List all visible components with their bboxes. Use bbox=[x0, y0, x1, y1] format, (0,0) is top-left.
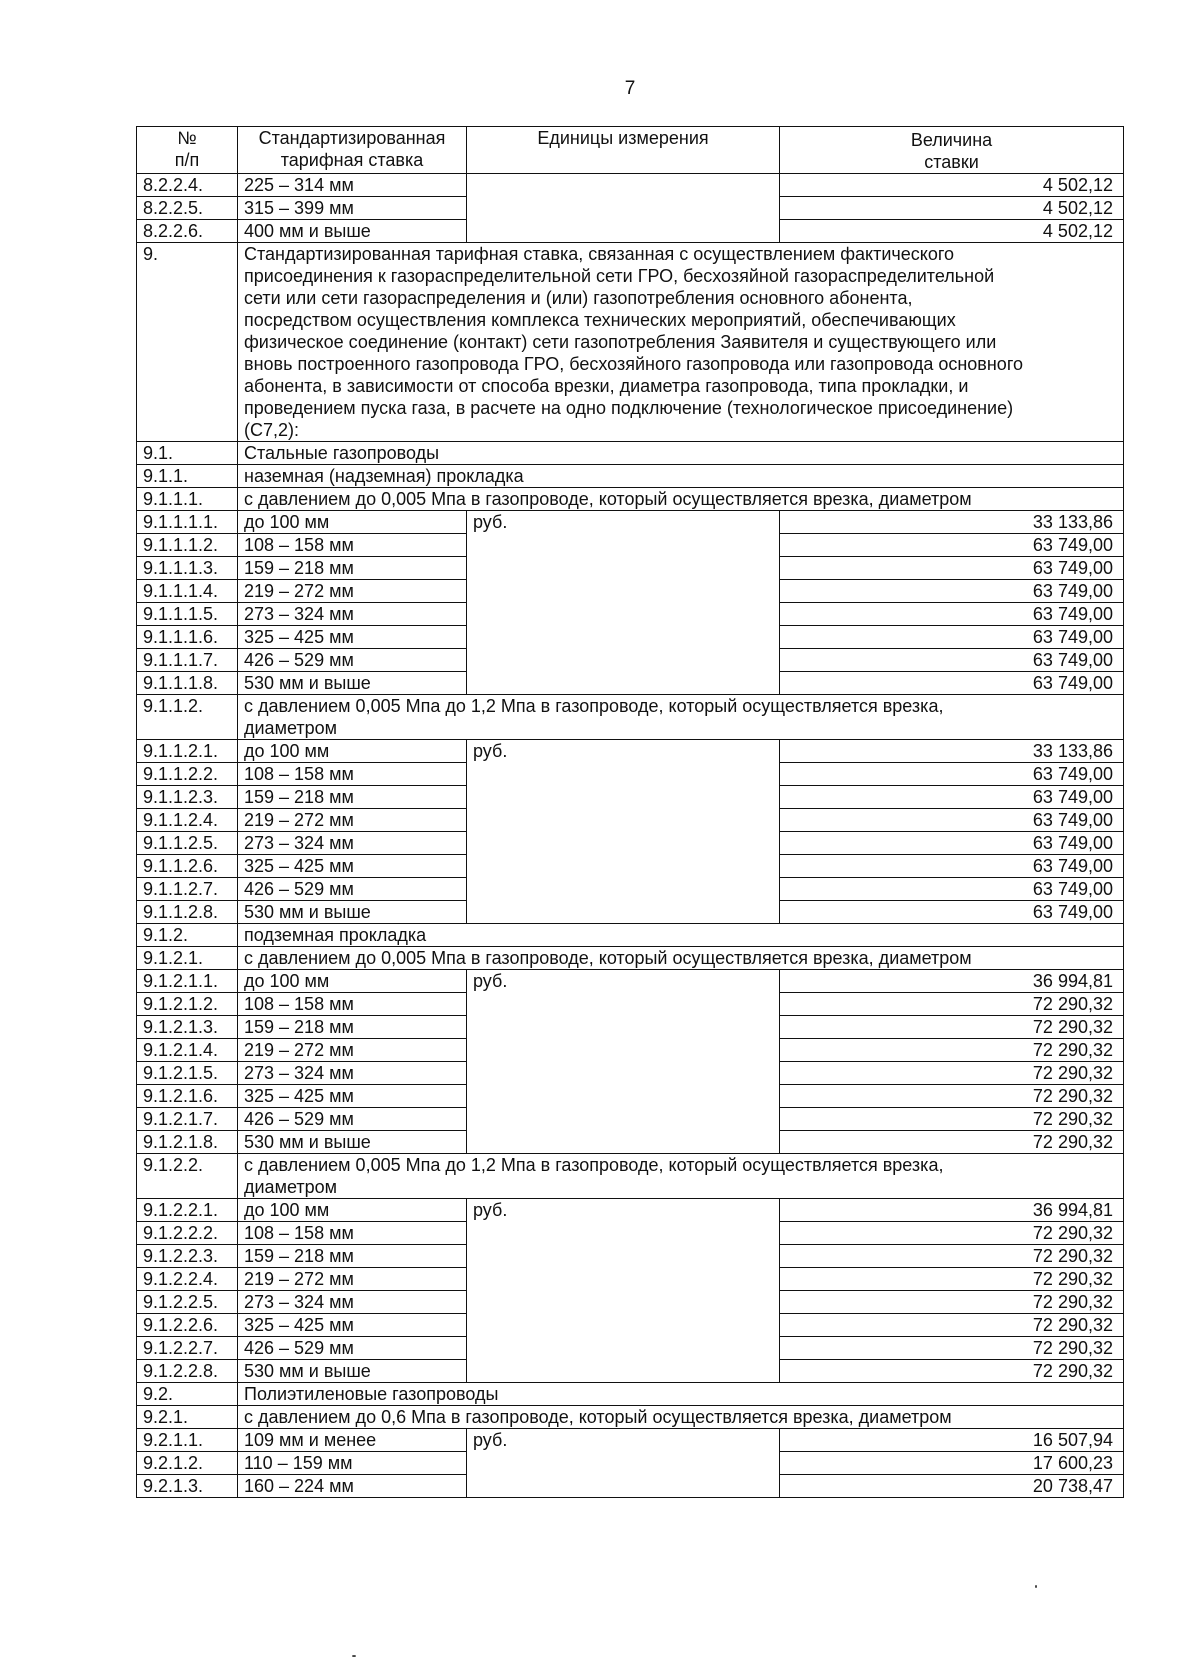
header-name: Стандартизированная тарифная ставка bbox=[238, 127, 467, 174]
row-number: 9.1.1.2.8. bbox=[137, 901, 238, 924]
rate-value: 63 749,00 bbox=[780, 557, 1124, 580]
section-row bbox=[137, 924, 1124, 947]
unit-cell bbox=[467, 174, 780, 243]
section-text: с давлением 0,005 Мпа до 1,2 Мпа в газопроводе, который осуществляется врезка, диаметром bbox=[238, 1154, 1124, 1199]
row-number: 9.1.1.1. bbox=[137, 488, 238, 511]
section-text: с давлением до 0,005 Мпа в газопроводе, который осуществляется врезка, диаметром bbox=[238, 488, 1124, 511]
rate-value: 72 290,32 bbox=[780, 1314, 1124, 1337]
rate-name: 400 мм и выше bbox=[238, 220, 467, 243]
rate-name: 530 мм и выше bbox=[238, 672, 467, 695]
rate-value: 72 290,32 bbox=[780, 1062, 1124, 1085]
rate-value: 36 994,81 bbox=[780, 970, 1124, 993]
row-number: 9.1.2.1.7. bbox=[137, 1108, 238, 1131]
rate-value: 63 749,00 bbox=[780, 626, 1124, 649]
row-number: 9.1.2.2.2. bbox=[137, 1222, 238, 1245]
section-row bbox=[137, 1154, 1124, 1199]
unit-cell: руб. bbox=[467, 1429, 780, 1498]
rate-value: 72 290,32 bbox=[780, 1222, 1124, 1245]
rate-value: 72 290,32 bbox=[780, 1360, 1124, 1383]
row-number: 9.1.2.1.2. bbox=[137, 993, 238, 1016]
rate-name: 273 – 324 мм bbox=[238, 603, 467, 626]
rate-value: 63 749,00 bbox=[780, 534, 1124, 557]
rate-value: 72 290,32 bbox=[780, 993, 1124, 1016]
row-number: 9.1.1.2.6. bbox=[137, 855, 238, 878]
rate-value: 72 290,32 bbox=[780, 1085, 1124, 1108]
row-number: 9.1.1.1.2. bbox=[137, 534, 238, 557]
section-row bbox=[137, 695, 1124, 740]
row-number: 9.1.2.2.7. bbox=[137, 1337, 238, 1360]
row-number: 9.1.1.1.5. bbox=[137, 603, 238, 626]
row-number: 9.1.2.1.1. bbox=[137, 970, 238, 993]
row-number: 9.1.1.2.3. bbox=[137, 786, 238, 809]
row-number: 9.1.1.1.4. bbox=[137, 580, 238, 603]
rate-name: 159 – 218 мм bbox=[238, 557, 467, 580]
section-row bbox=[137, 442, 1124, 465]
section-text: с давлением 0,005 Мпа до 1,2 Мпа в газопроводе, который осуществляется врезка, диаметром bbox=[238, 695, 1124, 740]
rate-name: 426 – 529 мм bbox=[238, 649, 467, 672]
section-row bbox=[137, 488, 1124, 511]
row-number: 9.1.2.2.5. bbox=[137, 1291, 238, 1314]
unit-cell: руб. bbox=[467, 511, 780, 695]
rate-name: 108 – 158 мм bbox=[238, 1222, 467, 1245]
section-text: Стальные газопроводы bbox=[238, 442, 1124, 465]
row-number: 8.2.2.6. bbox=[137, 220, 238, 243]
page-number: 7 bbox=[624, 78, 636, 99]
row-number: 9.1.1.1.1. bbox=[137, 511, 238, 534]
section-row bbox=[137, 1406, 1124, 1429]
rate-value: 63 749,00 bbox=[780, 603, 1124, 626]
rate-name: 219 – 272 мм bbox=[238, 1039, 467, 1062]
rate-value: 72 290,32 bbox=[780, 1131, 1124, 1154]
rate-name: 325 – 425 мм bbox=[238, 855, 467, 878]
rate-name: 159 – 218 мм bbox=[238, 1245, 467, 1268]
tariff-table bbox=[136, 126, 1124, 1498]
rate-name: 108 – 158 мм bbox=[238, 763, 467, 786]
rate-value: 63 749,00 bbox=[780, 649, 1124, 672]
rate-value: 63 749,00 bbox=[780, 786, 1124, 809]
rate-name: 108 – 158 мм bbox=[238, 534, 467, 557]
table-row bbox=[137, 174, 1124, 197]
section-text: с давлением до 0,6 Мпа в газопроводе, который осуществляется врезка, диаметром bbox=[238, 1406, 1124, 1429]
rate-value: 63 749,00 bbox=[780, 878, 1124, 901]
rate-value: 63 749,00 bbox=[780, 901, 1124, 924]
rate-name: 219 – 272 мм bbox=[238, 809, 467, 832]
unit-cell: руб. bbox=[467, 970, 780, 1154]
row-number: 9.1.1. bbox=[137, 465, 238, 488]
table-header-row bbox=[137, 127, 1124, 174]
row-number: 9.1.2.1.5. bbox=[137, 1062, 238, 1085]
header-unit: Единицы измерения bbox=[467, 127, 780, 174]
rate-value: 63 749,00 bbox=[780, 672, 1124, 695]
rate-name: 325 – 425 мм bbox=[238, 1314, 467, 1337]
row-number: 9.1.2.2.3. bbox=[137, 1245, 238, 1268]
rate-name: 225 – 314 мм bbox=[238, 174, 467, 197]
rate-value: 72 290,32 bbox=[780, 1108, 1124, 1131]
table-body bbox=[137, 174, 1124, 1498]
rate-value: 33 133,86 bbox=[780, 511, 1124, 534]
row-number: 9. bbox=[137, 243, 238, 442]
rate-name: 108 – 158 мм bbox=[238, 993, 467, 1016]
table-row bbox=[137, 970, 1124, 993]
rate-name: 219 – 272 мм bbox=[238, 1268, 467, 1291]
row-number: 9.1.2.1.4. bbox=[137, 1039, 238, 1062]
rate-value: 17 600,23 bbox=[780, 1452, 1124, 1475]
row-number: 9.1.2. bbox=[137, 924, 238, 947]
table-row bbox=[137, 1429, 1124, 1452]
rate-name: 273 – 324 мм bbox=[238, 1291, 467, 1314]
rate-name: 273 – 324 мм bbox=[238, 1062, 467, 1085]
header-num: № п/п bbox=[137, 127, 238, 174]
rate-value: 63 749,00 bbox=[780, 832, 1124, 855]
row-number: 9.1.1.1.7. bbox=[137, 649, 238, 672]
row-number: 9.2.1. bbox=[137, 1406, 238, 1429]
row-number: 9.2.1.2. bbox=[137, 1452, 238, 1475]
rate-name: 110 – 159 мм bbox=[238, 1452, 467, 1475]
row-number: 9.1.2.1.8. bbox=[137, 1131, 238, 1154]
rate-name: 159 – 218 мм bbox=[238, 786, 467, 809]
row-number: 9.2.1.1. bbox=[137, 1429, 238, 1452]
section-row bbox=[137, 947, 1124, 970]
rate-name: 426 – 529 мм bbox=[238, 878, 467, 901]
table-row bbox=[137, 740, 1124, 763]
row-number: 9.1.1.2. bbox=[137, 695, 238, 740]
section-row bbox=[137, 465, 1124, 488]
row-number: 9.1.1.1.8. bbox=[137, 672, 238, 695]
row-number: 9.1.1.1.6. bbox=[137, 626, 238, 649]
rate-name: 530 мм и выше bbox=[238, 1360, 467, 1383]
row-number: 9.1. bbox=[137, 442, 238, 465]
rate-value: 72 290,32 bbox=[780, 1337, 1124, 1360]
row-number: 9.2. bbox=[137, 1383, 238, 1406]
row-number: 9.1.1.2.7. bbox=[137, 878, 238, 901]
row-number: 9.1.2.2.8. bbox=[137, 1360, 238, 1383]
rate-value: 72 290,32 bbox=[780, 1016, 1124, 1039]
row-number: 9.1.2.2.4. bbox=[137, 1268, 238, 1291]
rate-name: 159 – 218 мм bbox=[238, 1016, 467, 1039]
row-number: 9.1.2.1.6. bbox=[137, 1085, 238, 1108]
row-number: 9.1.1.2.2. bbox=[137, 763, 238, 786]
row-number: 9.1.1.1.3. bbox=[137, 557, 238, 580]
rate-value: 72 290,32 bbox=[780, 1268, 1124, 1291]
row-number: 9.1.1.2.5. bbox=[137, 832, 238, 855]
rate-value: 63 749,00 bbox=[780, 855, 1124, 878]
rate-name: до 100 мм bbox=[238, 511, 467, 534]
row-number: 9.1.2.1.3. bbox=[137, 1016, 238, 1039]
section-row bbox=[137, 243, 1124, 442]
row-number: 9.1.1.2.4. bbox=[137, 809, 238, 832]
rate-name: 426 – 529 мм bbox=[238, 1108, 467, 1131]
rate-name: 160 – 224 мм bbox=[238, 1475, 467, 1498]
table-row bbox=[137, 511, 1124, 534]
section-text: наземная (надземная) прокладка bbox=[238, 465, 1124, 488]
row-number: 8.2.2.4. bbox=[137, 174, 238, 197]
row-number: 9.1.2.1. bbox=[137, 947, 238, 970]
unit-cell: руб. bbox=[467, 740, 780, 924]
row-number: 9.1.2.2. bbox=[137, 1154, 238, 1199]
rate-value: 4 502,12 bbox=[780, 174, 1124, 197]
rate-value: 72 290,32 bbox=[780, 1291, 1124, 1314]
rate-name: до 100 мм bbox=[238, 740, 467, 763]
rate-value: 20 738,47 bbox=[780, 1475, 1124, 1498]
row-number: 9.1.2.2.1. bbox=[137, 1199, 238, 1222]
rate-name: 109 мм и менее bbox=[238, 1429, 467, 1452]
rate-value: 63 749,00 bbox=[780, 809, 1124, 832]
rate-value: 72 290,32 bbox=[780, 1039, 1124, 1062]
row-number: 8.2.2.5. bbox=[137, 197, 238, 220]
rate-name: 325 – 425 мм bbox=[238, 1085, 467, 1108]
row-number: 9.1.2.2.6. bbox=[137, 1314, 238, 1337]
table-row bbox=[137, 1199, 1124, 1222]
rate-name: до 100 мм bbox=[238, 970, 467, 993]
rate-name: до 100 мм bbox=[238, 1199, 467, 1222]
rate-value: 36 994,81 bbox=[780, 1199, 1124, 1222]
rate-value: 33 133,86 bbox=[780, 740, 1124, 763]
rate-value: 63 749,00 bbox=[780, 580, 1124, 603]
rate-name: 530 мм и выше bbox=[238, 1131, 467, 1154]
rate-value: 16 507,94 bbox=[780, 1429, 1124, 1452]
section-text: с давлением до 0,005 Мпа в газопроводе, который осуществляется врезка, диаметром bbox=[238, 947, 1124, 970]
rate-name: 219 – 272 мм bbox=[238, 580, 467, 603]
scan-speck bbox=[352, 1655, 356, 1657]
rate-name: 530 мм и выше bbox=[238, 901, 467, 924]
rate-value: 4 502,12 bbox=[780, 197, 1124, 220]
header-value: Величина ставки bbox=[780, 127, 1124, 174]
rate-name: 273 – 324 мм bbox=[238, 832, 467, 855]
rate-value: 63 749,00 bbox=[780, 763, 1124, 786]
row-number: 9.2.1.3. bbox=[137, 1475, 238, 1498]
section-text: подземная прокладка bbox=[238, 924, 1124, 947]
rate-name: 426 – 529 мм bbox=[238, 1337, 467, 1360]
scan-speck bbox=[1035, 1585, 1037, 1588]
row-number: 9.1.1.2.1. bbox=[137, 740, 238, 763]
section-row bbox=[137, 1383, 1124, 1406]
rate-value: 4 502,12 bbox=[780, 220, 1124, 243]
rate-name: 325 – 425 мм bbox=[238, 626, 467, 649]
unit-cell: руб. bbox=[467, 1199, 780, 1383]
rate-name: 315 – 399 мм bbox=[238, 197, 467, 220]
section-text: Полиэтиленовые газопроводы bbox=[238, 1383, 1124, 1406]
rate-value: 72 290,32 bbox=[780, 1245, 1124, 1268]
section-text: Стандартизированная тарифная ставка, связанная с осуществлением фактического присоединения к газораспределительной сети ГРО, бесхозяйной газораспределительной сети или сети газораспределения и (или) газопотребления основного абонента, посредством осуществления комплекса технических мероприятий, обеспечивающих физическое соединение (контакт) сети газопотребления Заявителя и существующего или вновь построенного газопровода ГРО, бесхозяйного газопровода или газопровода основного абонента, в зависимости от способа врезки, диаметра газопровода, типа прокладки, и проведением пуска газа, в расчете на одно подключение (технологическое присоединение) (С7,2): bbox=[238, 243, 1124, 442]
